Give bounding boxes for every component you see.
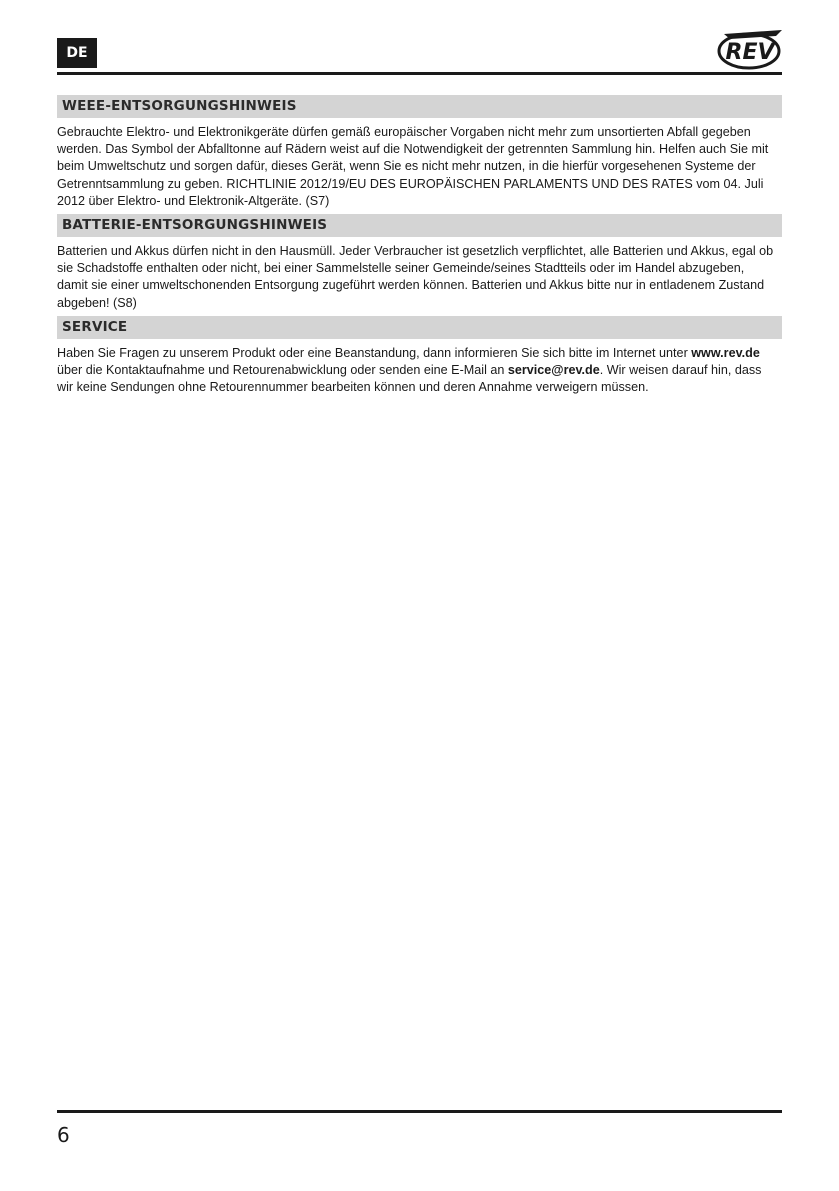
logo-text: REV <box>725 40 775 65</box>
website-link: www.rev.de <box>691 345 760 360</box>
section-text: Gebrauchte Elektro- und Elektronikgeräte dürfen gemäß europäischer Vorgaben nicht mehr zum unsortierten Abfall gegeben werden. Das Symbol der Abfalltonne auf Rädern weist auf die Notwendigkeit der getrennten Sammlung hin. Helfen auch Sie mit beim Umweltschutz und sorgen dafür, dieses Gerät, wenn Sie es nicht mehr nutzen, in die hierfür vorgesehenen Systeme der Getrenntsammlung zu geben. RICHTLINIE 2012/19/EU DES EUROPÄISCHEN PARLAMENTS UND DES RATES vom 04. Juli 2012 über Elektro- und Elektronik-Altgeräte. (S7) <box>57 125 769 208</box>
header-rule <box>57 72 782 75</box>
service-text-part2: über die Kontaktaufnahme und Retourenabwicklung oder senden eine E-Mail an <box>57 363 508 378</box>
section-text: Batterien und Akkus dürfen nicht in den Hausmüll. Jeder Verbraucher ist gesetzlich verpflichtet, alle Batterien und Akkus, egal ob sie Schadstoffe enthalten oder nicht, bei einer Sammelstelle seiner Gemeinde/seines Stadtteils oder im Handel abzugeben, damit sie einer umweltschonenden Entsorgung zugeführt werden können. Batterien und Akkus bitte nur in entladenem Zustand abgeben! (S8) <box>57 244 774 310</box>
section-battery <box>57 214 782 312</box>
page-number: 6 <box>57 1123 70 1147</box>
section-text <box>57 345 782 397</box>
email-link: service@rev.de <box>507 363 600 378</box>
section-heading: SERVICE <box>57 316 782 339</box>
section-service <box>57 316 782 397</box>
section-weee <box>57 95 782 210</box>
rev-logo <box>716 28 784 70</box>
service-text-part1: Haben Sie Fragen zu unserem Produkt oder eine Beanstandung, dann informieren Sie sich bitte im Internet unter <box>57 345 692 360</box>
document-content <box>57 95 782 400</box>
language-badge: DE <box>57 38 97 68</box>
footer-rule <box>57 1110 782 1113</box>
service-text-part3: . Wir weisen darauf hin, dass wir keine Sendungen ohne Retourennummer bearbeiten können und deren Annahme verweigern müssen. <box>57 363 762 395</box>
section-heading: BATTERIE-ENTSORGUNGSHINWEIS <box>57 214 782 237</box>
section-heading: WEEE-ENTSORGUNGSHINWEIS <box>57 95 782 118</box>
